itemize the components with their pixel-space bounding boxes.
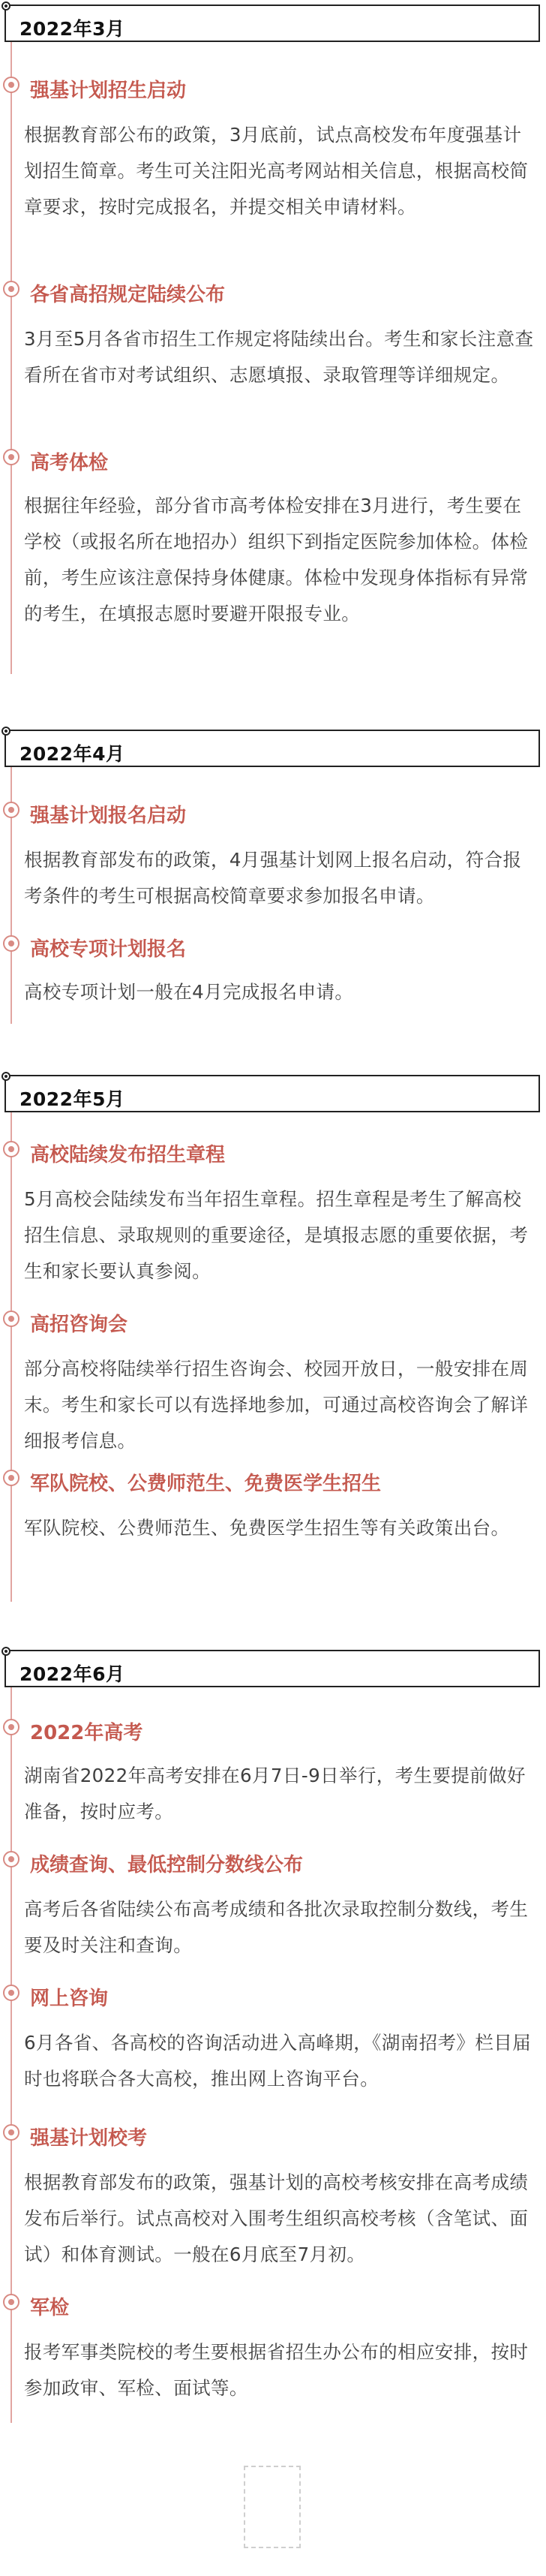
timeline-node-icon bbox=[2, 1072, 10, 1081]
month-title: 2022年4月 bbox=[20, 743, 125, 765]
item-title: 强基计划报名启动 bbox=[30, 805, 187, 827]
item-body: 高考后各省陆续公布高考成绩和各批次录取控制分数线，考生要及时关注和查询。 bbox=[24, 1898, 529, 1956]
timeline-dot-icon bbox=[3, 802, 20, 818]
item-title: 军队院校、公费师范生、免费医学生招生 bbox=[30, 1473, 382, 1495]
item-title: 2022年高考 bbox=[30, 1722, 143, 1744]
item-title: 成绩查询、最低控制分数线公布 bbox=[30, 1854, 304, 1876]
footer-placeholder bbox=[244, 2466, 301, 2548]
item-body: 根据往年经验，部分省市高考体检安排在3月进行，考生要在学校（或报名所在地招办）组织下到指定医院参加体检。体检前，考生应该注意保持身体健康。体检中发现身体指标有异常的考生，在填报志愿时要避开限报专业。 bbox=[24, 495, 529, 624]
timeline-dot-icon bbox=[3, 1985, 20, 2001]
month-header-march bbox=[4, 5, 540, 42]
timeline-dot-icon bbox=[3, 77, 20, 93]
item-title: 强基计划校考 bbox=[30, 2127, 148, 2150]
item-title: 高考体检 bbox=[30, 452, 109, 474]
item-body: 军队院校、公费师范生、免费医学生招生等有关政策出台。 bbox=[24, 1517, 510, 1539]
timeline-line bbox=[10, 1112, 12, 1602]
timeline-dot-icon bbox=[3, 1851, 20, 1867]
timeline-node-icon bbox=[2, 1647, 10, 1656]
timeline-dot-icon bbox=[3, 1719, 20, 1735]
timeline-dot-icon bbox=[3, 1141, 20, 1157]
timeline-dot-icon bbox=[3, 1470, 20, 1486]
item-body: 根据教育部发布的政策，强基计划的高校考核安排在高考成绩发布后举行。试点高校对入围考生组织高校考核（含笔试、面试）和体育测试。一般在6月底至7月初。 bbox=[24, 2171, 529, 2265]
timeline-node-icon bbox=[2, 727, 10, 736]
timeline-dot-icon bbox=[3, 935, 20, 952]
item-body: 根据教育部公布的政策，3月底前，试点高校发布年度强基计划招生简章。考生可关注阳光高考网站相关信息，根据高校简章要求，按时完成报名，并提交相关申请材料。 bbox=[24, 124, 529, 218]
item-body: 3月至5月各省市招生工作规定将陆续出台。考生和家长注意查看所在省市对考试组织、志愿填报、录取管理等详细规定。 bbox=[24, 328, 534, 386]
month-title: 2022年6月 bbox=[20, 1663, 125, 1685]
timeline-node-icon bbox=[2, 2, 10, 11]
item-title: 各省高招规定陆续公布 bbox=[30, 284, 226, 306]
item-title: 强基计划招生启动 bbox=[30, 80, 187, 102]
timeline-dot-icon bbox=[3, 2124, 20, 2141]
month-title: 2022年3月 bbox=[20, 18, 125, 40]
item-body: 5月高校会陆续发布当年招生章程。招生章程是考生了解高校招生信息、录取规则的重要途径，是填报志愿的重要依据，考生和家长要认真参阅。 bbox=[24, 1188, 529, 1282]
item-body: 根据教育部发布的政策，4月强基计划网上报名启动，符合报考条件的考生可根据高校简章要求参加报名申请。 bbox=[24, 849, 522, 907]
timeline-dot-icon bbox=[3, 281, 20, 297]
item-title: 高校专项计划报名 bbox=[30, 938, 187, 961]
month-header-may bbox=[4, 1075, 540, 1112]
item-body: 高校专项计划一般在4月完成报名申请。 bbox=[24, 981, 354, 1003]
timeline-dot-icon bbox=[3, 2294, 20, 2310]
item-title: 军检 bbox=[30, 2297, 70, 2319]
item-title: 网上咨询 bbox=[30, 1988, 109, 2010]
item-body: 部分高校将陆续举行招生咨询会、校园开放日，一般安排在周末。考生和家长可以有选择地参加，可通过高校咨询会了解详细报考信息。 bbox=[24, 1358, 529, 1452]
month-title: 2022年5月 bbox=[20, 1088, 125, 1110]
item-body: 湖南省2022年高考安排在6月7日-9日举行，考生要提前做好准备，按时应考。 bbox=[24, 1765, 526, 1822]
item-body: 6月各省、各高校的咨询活动进入高峰期，《湖南招考》栏目届时也将联合各大高校，推出网上咨询平台。 bbox=[24, 2032, 532, 2090]
timeline-line bbox=[10, 42, 12, 674]
item-title: 高招咨询会 bbox=[30, 1314, 128, 1336]
month-header-april bbox=[4, 730, 540, 767]
timeline-line bbox=[10, 1687, 12, 2423]
timeline-dot-icon bbox=[3, 449, 20, 465]
timeline-dot-icon bbox=[3, 1311, 20, 1327]
month-header-june bbox=[4, 1650, 540, 1687]
item-body: 报考军事类院校的考生要根据省招生办公布的相应安排，按时参加政审、军检、面试等。 bbox=[24, 2341, 529, 2399]
item-title: 高校陆续发布招生章程 bbox=[30, 1144, 226, 1166]
